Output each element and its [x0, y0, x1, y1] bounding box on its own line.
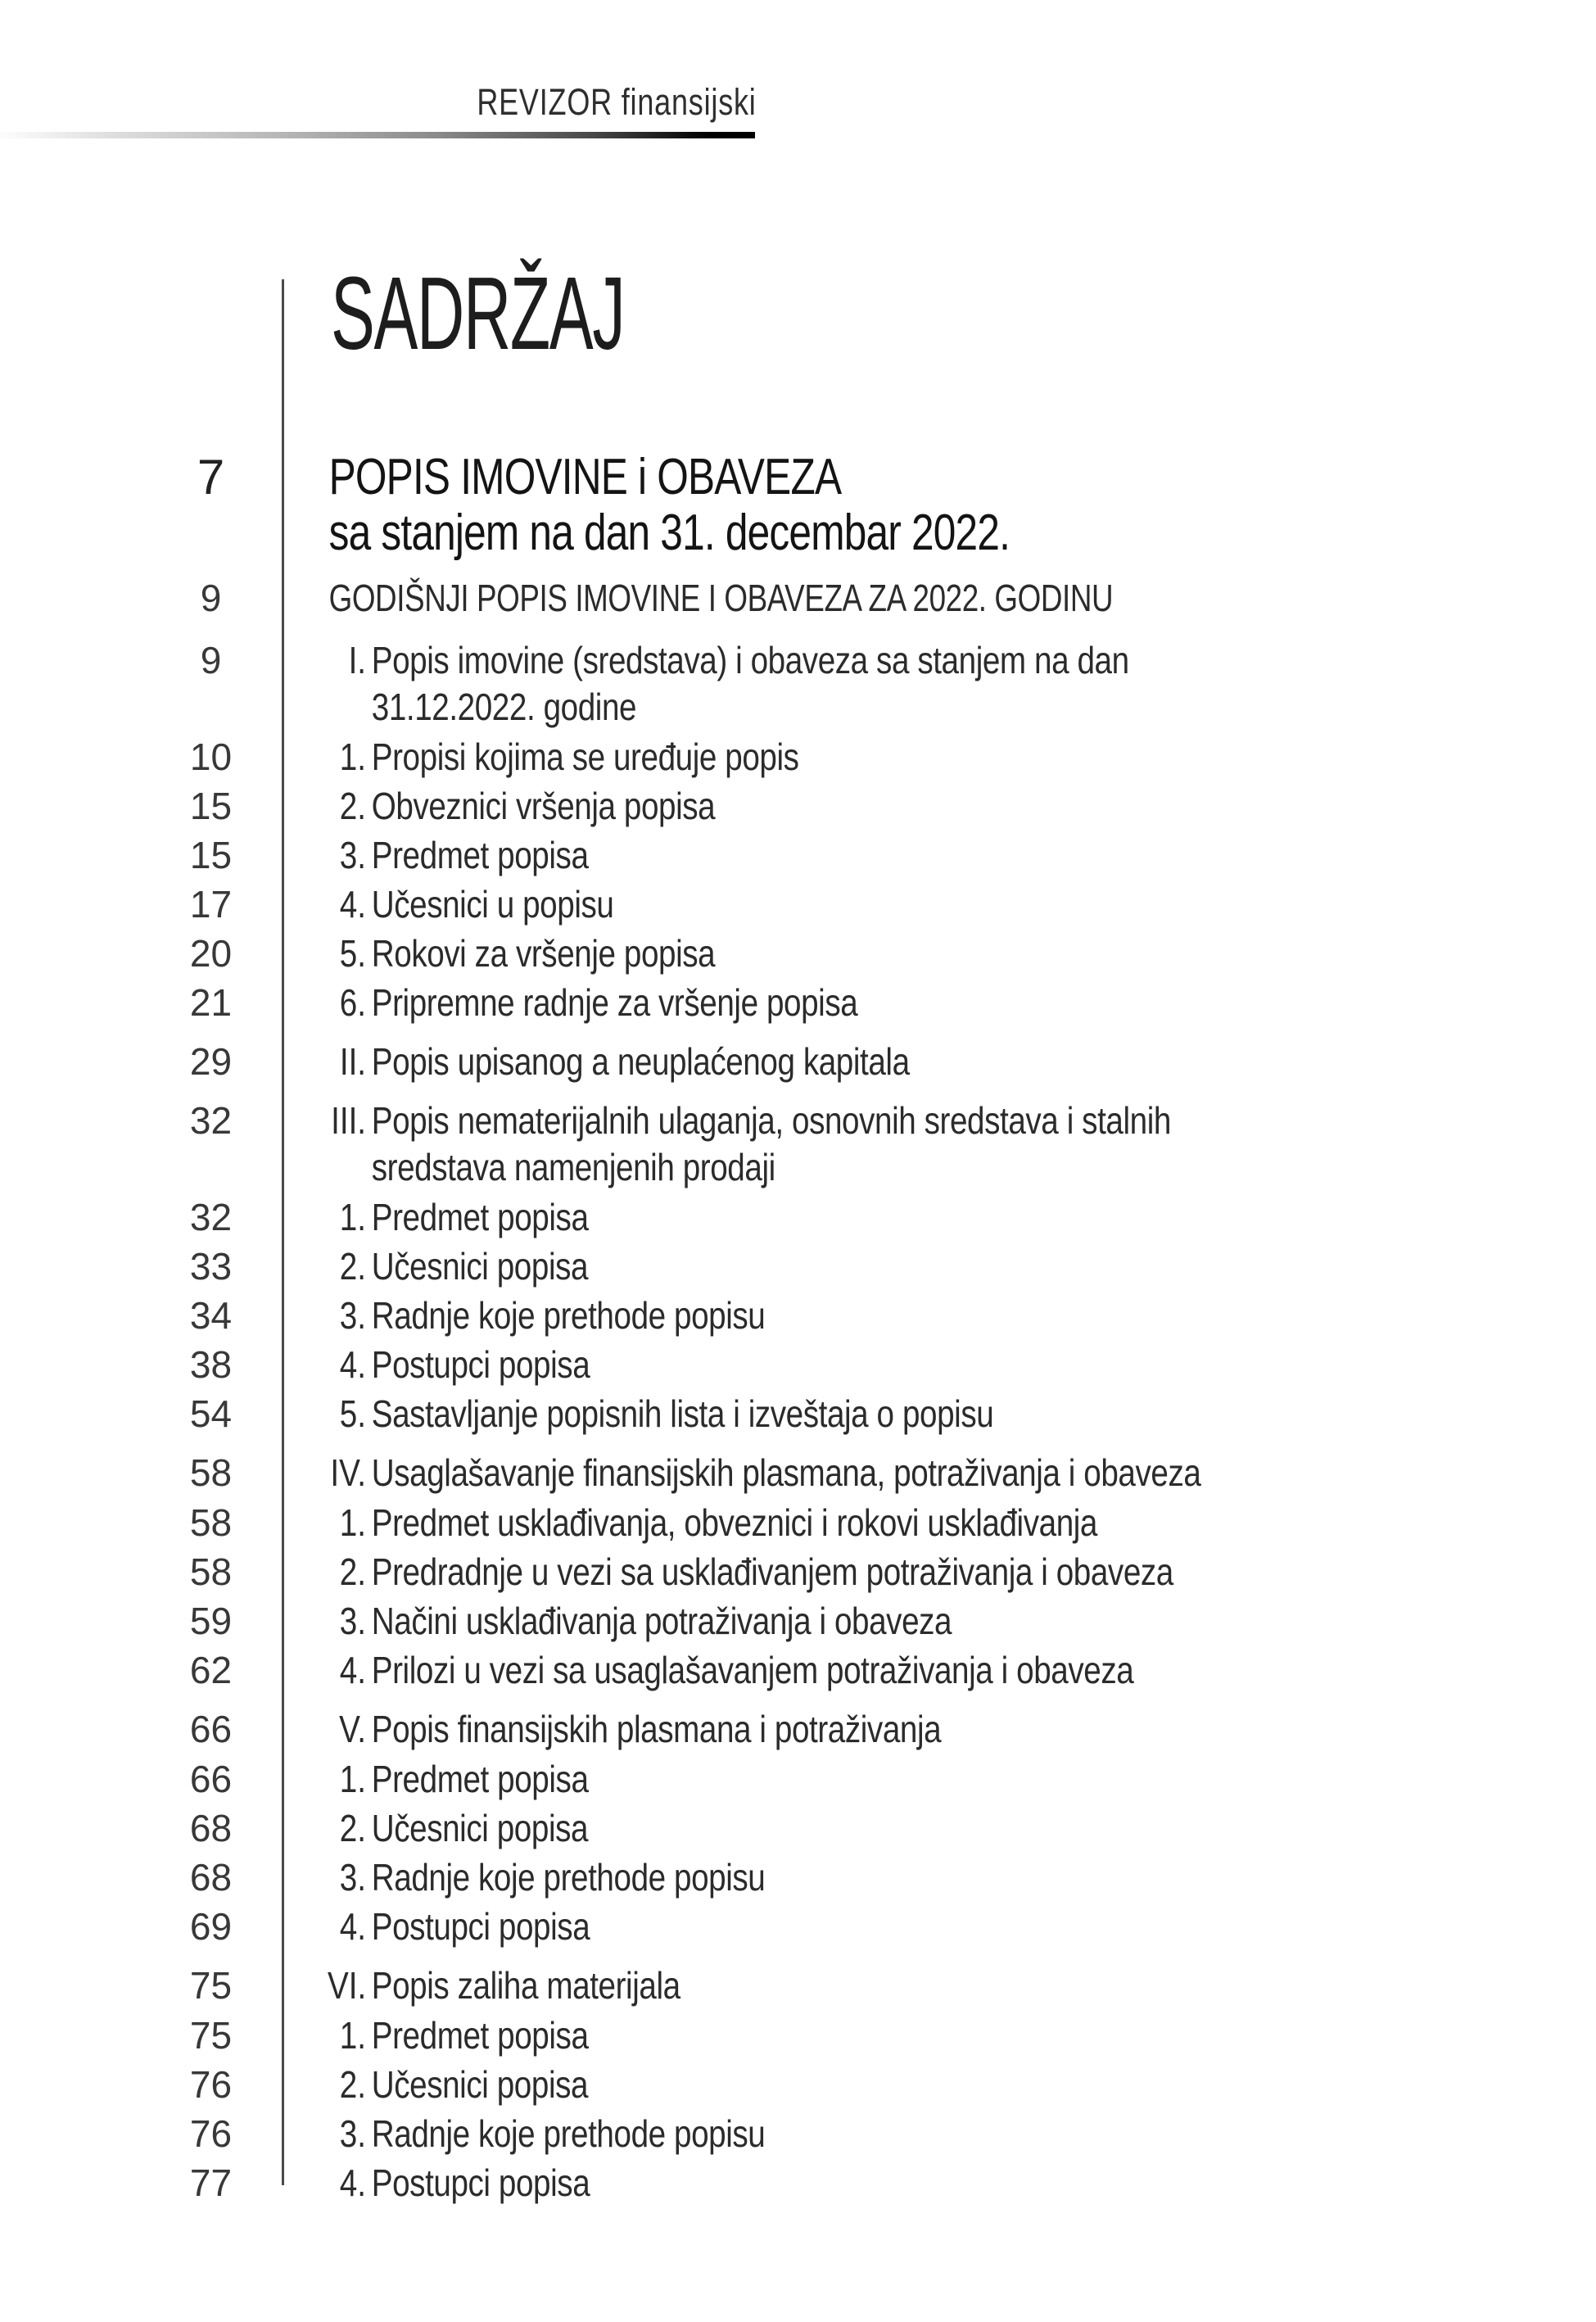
- page-title: [331, 256, 789, 371]
- toc-entry-label: 1.: [339, 2014, 367, 2057]
- toc-entry-lines: [372, 1756, 1387, 1803]
- toc-page-number: 76: [189, 2063, 233, 2106]
- toc-entry: [328, 575, 1336, 622]
- toc-entry: [328, 450, 1336, 561]
- toc-entry-lines: [372, 637, 1387, 731]
- toc-row-item-22: [0, 1756, 1589, 1803]
- toc-entry-label: I.: [348, 639, 367, 681]
- toc-row-section-10: [0, 1098, 1589, 1191]
- toc-page-number: 10: [189, 736, 233, 778]
- toc-entry-label: II.: [339, 1040, 367, 1083]
- toc-page-number: 7: [197, 450, 225, 505]
- toc-row-lead-0: [0, 450, 1589, 561]
- toc-page-number: 34: [189, 1294, 233, 1337]
- toc-row-item-23: [0, 1805, 1589, 1852]
- toc-entry-label: 1.: [339, 1501, 367, 1544]
- toc-page-number: 17: [189, 883, 233, 926]
- toc-entry: [328, 2012, 1387, 2059]
- toc-entry: [328, 1292, 1387, 1339]
- toc-entry: [328, 1243, 1387, 1290]
- toc-entry: [328, 832, 1387, 879]
- toc-page-number: 38: [189, 1343, 233, 1386]
- toc-entry-label: V.: [339, 1708, 367, 1750]
- toc-entry-lines: [372, 1194, 1387, 1241]
- toc-entry-line: Postupci popisa: [371, 2161, 590, 2204]
- toc-entry-lines: [372, 1292, 1387, 1339]
- toc-entry-label: 4.: [339, 2161, 367, 2204]
- journal-brand-text: REVIZOR finansijski: [477, 81, 757, 123]
- toc-entry-label: 1.: [339, 1196, 367, 1238]
- toc-entry-lines: [372, 1243, 1387, 1290]
- toc-entry-line: Učesnici popisa: [371, 1807, 589, 1849]
- toc-row-item-28: [0, 2062, 1589, 2108]
- toc-entry-label: III.: [331, 1099, 367, 1142]
- toc-entry: [328, 1598, 1387, 1645]
- toc-entry-lines: [372, 1706, 1387, 1753]
- toc-row-section-21: [0, 1706, 1589, 1753]
- toc-entry-lines: [372, 1391, 1387, 1437]
- toc-row-item-14: [0, 1342, 1589, 1388]
- page-title-text: SADRŽAJ: [331, 256, 625, 371]
- toc-entry: [328, 2111, 1387, 2157]
- toc-entry-lines: [372, 980, 1387, 1026]
- toc-entry: [328, 783, 1387, 830]
- toc-entry: [328, 1903, 1387, 1950]
- toc-row-item-12: [0, 1243, 1589, 1290]
- toc-row-item-7: [0, 930, 1589, 977]
- toc-entry-label: 2.: [339, 1550, 367, 1593]
- toc-row-item-17: [0, 1500, 1589, 1546]
- toc-entry: [328, 1194, 1387, 1241]
- toc-entry-label: 3.: [339, 1600, 367, 1642]
- toc-entry-lines: [372, 1098, 1387, 1191]
- toc-page-number: 68: [189, 1856, 233, 1899]
- toc-entry-line: Radnje koje prethode popisu: [371, 1294, 766, 1337]
- toc-entry-label: IV.: [330, 1451, 367, 1494]
- toc-entry-line: Usaglašavanje finansijskih plasmana, potraživanja i obaveza: [371, 1451, 1201, 1494]
- toc-entry: [328, 881, 1387, 928]
- toc-page-number: 15: [189, 785, 233, 827]
- toc-entry-lines: [372, 1805, 1387, 1852]
- toc-entry-line: Postupci popisa: [371, 1905, 590, 1948]
- toc-entry-line: Učesnici u popisu: [371, 883, 614, 926]
- toc-entry-lines: [372, 1342, 1387, 1388]
- toc-row-item-20: [0, 1647, 1589, 1694]
- toc-entry-label: 5.: [339, 932, 367, 975]
- toc-row-item-11: [0, 1194, 1589, 1241]
- toc-entry-label: 2.: [339, 2063, 367, 2106]
- toc-entry-line: Predmet popisa: [371, 2014, 589, 2057]
- toc-entry-label: 3.: [339, 1294, 367, 1337]
- toc-entry-line: Rokovi za vršenje popisa: [371, 932, 716, 975]
- toc-page-number: 77: [189, 2161, 233, 2204]
- toc-entry: [328, 1805, 1387, 1852]
- toc-entry-line: Predmet popisa: [371, 1196, 589, 1238]
- toc-entry-lines: [372, 1450, 1387, 1496]
- toc-page-number: 58: [189, 1501, 233, 1544]
- toc-row-section-2: [0, 637, 1589, 731]
- toc-entry: [328, 980, 1387, 1026]
- toc-page-number: 68: [189, 1807, 233, 1849]
- toc-entry-label: VI.: [328, 1964, 367, 2007]
- toc-entry-lines: [372, 1598, 1387, 1645]
- toc-entry-lines: [372, 1549, 1387, 1596]
- toc-row-item-13: [0, 1292, 1589, 1339]
- toc-entry-lines: [372, 1854, 1387, 1901]
- toc-entry-line: Radnje koje prethode popisu: [371, 1856, 766, 1899]
- toc-page-number: 66: [189, 1758, 233, 1800]
- toc-row-item-5: [0, 832, 1589, 879]
- toc-entry-label: 4.: [339, 1905, 367, 1948]
- toc-entry-label: 4.: [339, 1343, 367, 1386]
- toc-page-number: 20: [189, 932, 233, 975]
- toc-entry: [328, 2062, 1387, 2108]
- toc-entry-line: Postupci popisa: [371, 1343, 590, 1386]
- toc-entry-label: 2.: [339, 1245, 367, 1288]
- toc-page-number: 33: [189, 1245, 233, 1288]
- toc-entry-label: 3.: [339, 1856, 367, 1899]
- toc-entry-lines: [372, 2111, 1387, 2157]
- journal-brand: [0, 81, 757, 123]
- toc-entry-line: Predmet popisa: [371, 834, 589, 876]
- toc-row-item-19: [0, 1598, 1589, 1645]
- toc-page-number: 9: [200, 577, 222, 619]
- toc-entry: [328, 1500, 1387, 1546]
- toc-entry-label: 3.: [339, 2112, 367, 2155]
- toc-entry-label: 2.: [339, 1807, 367, 1849]
- toc-entry: [328, 734, 1387, 781]
- header-gradient-rule: [0, 132, 755, 138]
- toc-entry-line: Predmet usklađivanja, obveznici i rokovi usklađivanja: [371, 1501, 1097, 1544]
- toc-entry-line: Obveznici vršenja popisa: [371, 785, 716, 827]
- toc-entry-label: 1.: [339, 1758, 367, 1800]
- toc-page-number: 58: [189, 1451, 233, 1494]
- toc-entry-lines: [372, 734, 1387, 781]
- toc-page-number: 66: [189, 1708, 233, 1750]
- toc-entry-lines: [372, 1039, 1387, 1085]
- toc-entry-label: 6.: [339, 981, 367, 1024]
- toc-row-item-30: [0, 2160, 1589, 2207]
- toc-entry-label: 2.: [339, 785, 367, 827]
- toc-entry: [328, 637, 1387, 731]
- toc-entry: [328, 1647, 1387, 1694]
- toc-entry-line: Propisi kojima se uređuje popis: [371, 736, 799, 778]
- toc-entry-lines: [372, 2160, 1387, 2207]
- toc-entry-line: Predmet popisa: [371, 1758, 589, 1800]
- toc-entry-line: Načini usklađivanja potraživanja i obaveza: [371, 1600, 952, 1642]
- toc-entry: [328, 930, 1387, 977]
- toc-entry-lines: [372, 881, 1387, 928]
- toc-entry-line: Učesnici popisa: [371, 1245, 589, 1288]
- toc-page-number: 15: [189, 834, 233, 876]
- toc-entry-line: sredstava namenjenih prodaji: [371, 1146, 775, 1188]
- toc-entry-line: Popis upisanog a neuplaćenog kapitala: [371, 1040, 910, 1083]
- toc-page-number: 76: [189, 2112, 233, 2155]
- toc-entry-lines: [329, 450, 1336, 561]
- toc-entry-line: Predradnje u vezi sa usklađivanjem potraživanja i obaveza: [371, 1550, 1173, 1593]
- toc-entry-label: 3.: [339, 834, 367, 876]
- toc-entry-lines: [329, 575, 1336, 622]
- toc-entry-label: 4.: [339, 1649, 367, 1691]
- toc-row-item-25: [0, 1903, 1589, 1950]
- toc-entry-lines: [372, 832, 1387, 879]
- toc-entry-label: 1.: [339, 736, 367, 778]
- toc-page-number: 32: [189, 1099, 233, 1142]
- toc-entry: [328, 1549, 1387, 1596]
- toc-entry-line: Popis zaliha materijala: [371, 1964, 680, 2007]
- toc-entry: [328, 1706, 1387, 1753]
- toc-row-section-16: [0, 1450, 1589, 1496]
- toc-entry-label: 5.: [339, 1392, 367, 1435]
- toc-entry-lines: [372, 1962, 1387, 2009]
- toc-entry-line: Pripremne radnje za vršenje popisa: [371, 981, 858, 1024]
- toc-entry: [328, 1450, 1387, 1496]
- toc-row-item-6: [0, 881, 1589, 928]
- toc-entry-lines: [372, 1903, 1387, 1950]
- toc-entry-lines: [372, 930, 1387, 977]
- toc-entry-lines: [372, 2062, 1387, 2108]
- toc-row-item-29: [0, 2111, 1589, 2157]
- toc-row-item-24: [0, 1854, 1589, 1901]
- toc-page-number: 58: [189, 1550, 233, 1593]
- toc-entry-lines: [372, 2012, 1387, 2059]
- toc-entry-line: Radnje koje prethode popisu: [371, 2112, 766, 2155]
- toc-entry-lines: [372, 783, 1387, 830]
- toc-page-number: 69: [189, 1905, 233, 1948]
- toc-entry-line: Popis finansijskih plasmana i potraživanja: [371, 1708, 942, 1750]
- toc-page-number: 21: [189, 981, 233, 1024]
- toc-entry: [328, 1962, 1387, 2009]
- toc-row-item-27: [0, 2012, 1589, 2059]
- toc-entry-line: Popis imovine (sredstava) i obaveza sa stanjem na dan: [371, 639, 1129, 681]
- toc-row-item-3: [0, 734, 1589, 781]
- toc-row-section-26: [0, 1962, 1589, 2009]
- toc-row-item-4: [0, 783, 1589, 830]
- toc-entry-line: sa stanjem na dan 31. decembar 2022.: [328, 505, 1010, 561]
- toc-entry: [328, 1854, 1387, 1901]
- toc-row-section-9: [0, 1039, 1589, 1085]
- toc-entry-line: Učesnici popisa: [371, 2063, 589, 2106]
- toc-row-caps-1: [0, 575, 1589, 622]
- toc-page-number: 9: [200, 639, 222, 681]
- toc-entry: [328, 1391, 1387, 1437]
- toc-entry-line: POPIS IMOVINE i OBAVEZA: [328, 449, 842, 505]
- toc-entry-line: Sastavljanje popisnih lista i izveštaja o popisu: [371, 1392, 994, 1435]
- toc-row-item-18: [0, 1549, 1589, 1596]
- toc-page-number: 29: [189, 1040, 233, 1083]
- toc-entry: [328, 1098, 1387, 1191]
- toc-page-number: 75: [189, 1964, 233, 2007]
- toc-page-number: 54: [189, 1392, 233, 1435]
- toc-page-number: 75: [189, 2014, 233, 2057]
- toc-row-item-8: [0, 980, 1589, 1026]
- toc-entry-line: Prilozi u vezi sa usaglašavanjem potraživanja i obaveza: [371, 1649, 1134, 1691]
- toc-entry-lines: [372, 1647, 1387, 1694]
- toc-entry-line: Popis nematerijalnih ulaganja, osnovnih sredstava i stalnih: [371, 1099, 1171, 1142]
- table-of-contents: [0, 450, 1589, 2209]
- toc-entry-label: 4.: [339, 883, 367, 926]
- toc-entry-lines: [372, 1500, 1387, 1546]
- toc-entry: [328, 1342, 1387, 1388]
- toc-page-number: 62: [189, 1649, 233, 1691]
- toc-entry: [328, 1039, 1387, 1085]
- toc-entry: [328, 2160, 1387, 2207]
- toc-row-item-15: [0, 1391, 1589, 1437]
- toc-entry-line: 31.12.2022. godine: [371, 686, 637, 728]
- toc-page-number: 32: [189, 1196, 233, 1238]
- toc-entry: [328, 1756, 1387, 1803]
- toc-entry-line: GODIŠNJI POPIS IMOVINE I OBAVEZA ZA 2022. GODINU: [328, 577, 1114, 619]
- toc-page-number: 59: [189, 1600, 233, 1642]
